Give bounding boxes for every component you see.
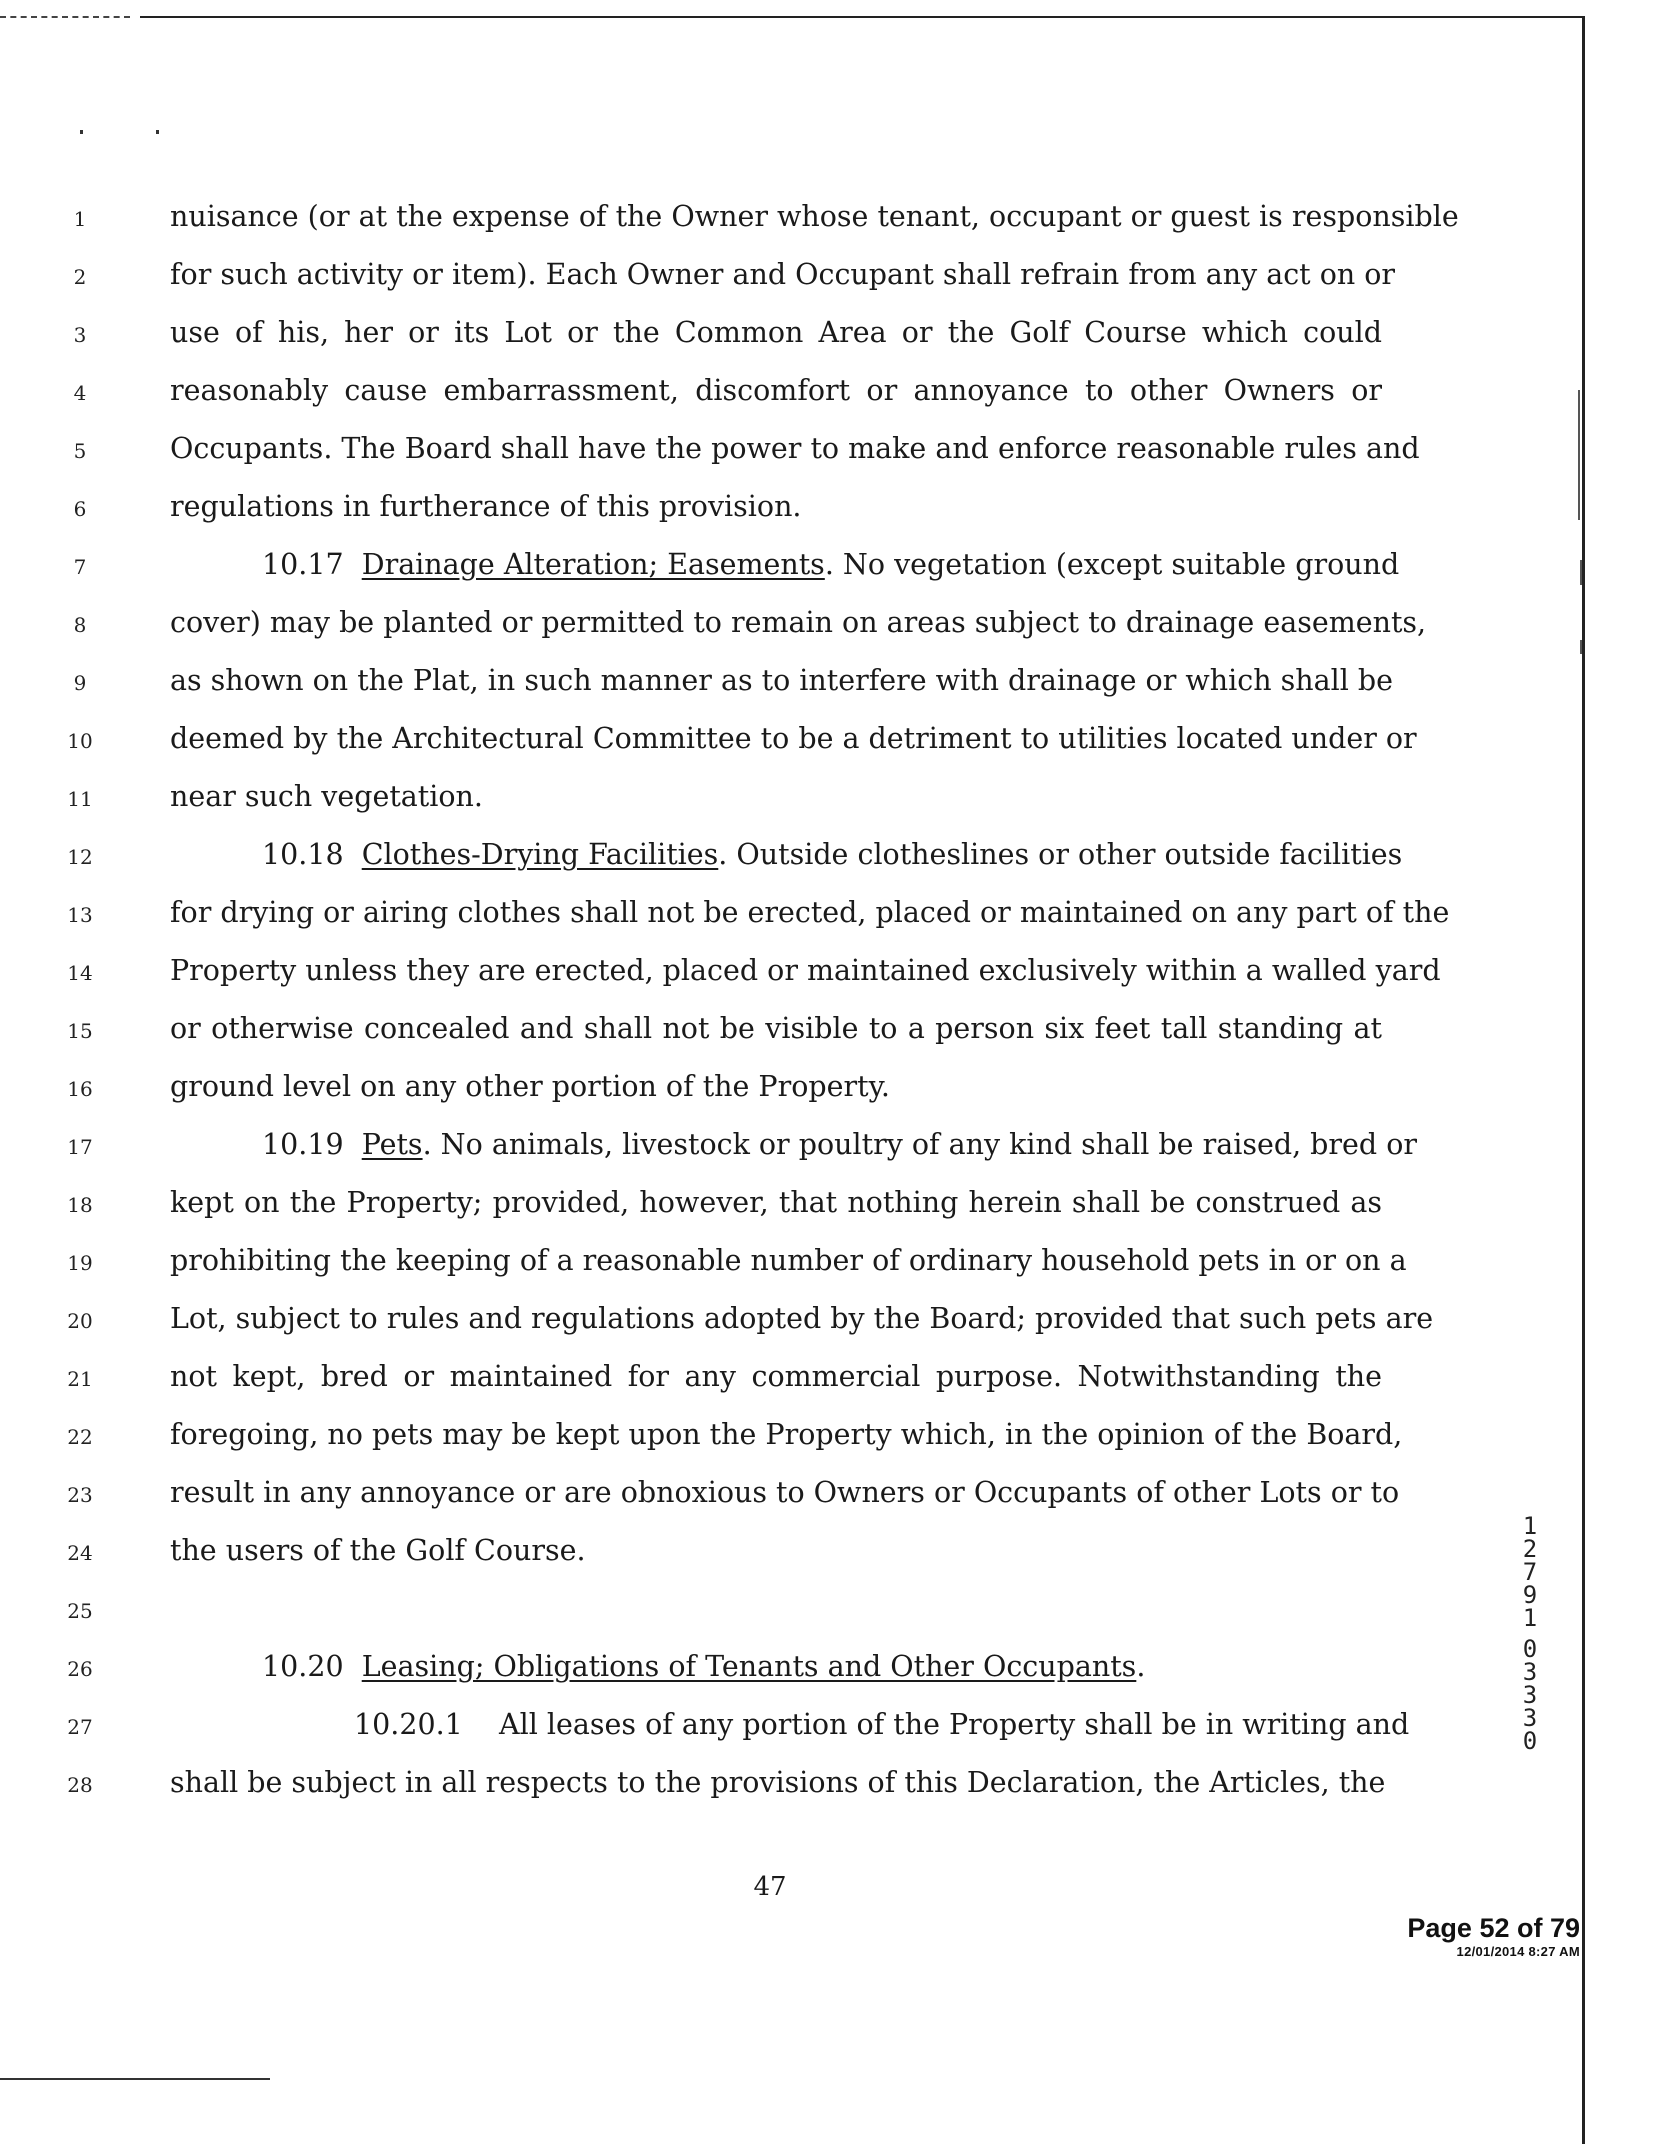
line-number: 24 [67, 1541, 93, 1565]
line-number: 1 [73, 207, 87, 231]
recording-number [1510, 1512, 1550, 1755]
section-number: 10.20.1 [354, 1708, 463, 1741]
section-heading: Drainage Alteration; Easements [361, 548, 825, 581]
body-line: nuisance (or at the expense of the Owner whose tenant, occupant or guest is responsible [170, 200, 1459, 233]
stamp-page-label: Page 52 of 79 [1407, 1913, 1580, 1943]
line-number: 11 [67, 787, 93, 811]
body-line: ground level on any other portion of the Property. [170, 1070, 890, 1103]
line-number: 14 [67, 961, 93, 985]
subsection-10-20-1-line [354, 1708, 1410, 1742]
line-number: 5 [73, 439, 87, 463]
line-number: 9 [73, 671, 87, 695]
line-number: 2 [73, 265, 87, 289]
line-number: 12 [67, 845, 93, 869]
footer-rule [0, 2078, 270, 2080]
recording-digit: 2 [1522, 1535, 1538, 1563]
section-heading: Leasing; Obligations of Tenants and Other Occupants [361, 1650, 1137, 1683]
line-number: 3 [73, 323, 87, 347]
scan-border-top [140, 16, 1584, 18]
body-line: for such activity or item). Each Owner and Occupant shall refrain from any act on or [170, 258, 1396, 291]
body-line: deemed by the Architectural Committee to be a detriment to utilities located under or [170, 722, 1417, 755]
body-line: foregoing, no pets may be kept upon the Property which, in the opinion of the Board, [170, 1418, 1403, 1451]
body-line: kept on the Property; provided, however, that nothing herein shall be construed as [170, 1186, 1382, 1219]
body-text: . Outside clotheslines or other outside facilities [718, 838, 1403, 871]
section-heading: Clothes-Drying Facilities [361, 838, 719, 871]
line-number: 22 [67, 1425, 93, 1449]
body-line: for drying or airing clothes shall not be erected, placed or maintained on any part of the [170, 896, 1450, 929]
section-heading: Pets [361, 1128, 423, 1161]
recording-digit: 0 [1522, 1635, 1538, 1663]
body-line: regulations in furtherance of this provision. [170, 490, 802, 523]
body-line: reasonably cause embarrassment, discomfort or annoyance to other Owners or [170, 374, 1382, 407]
section-number: 10.17 [262, 548, 344, 581]
line-number: 7 [73, 555, 87, 579]
section-10-18-line [262, 838, 1403, 872]
line-number: 17 [67, 1135, 93, 1159]
line-number: 16 [67, 1077, 93, 1101]
line-number: 13 [67, 903, 93, 927]
body-text: . No animals, livestock or poultry of any kind shall be raised, bred or [422, 1128, 1418, 1161]
line-number: 26 [67, 1657, 93, 1681]
body-text: . [1136, 1650, 1146, 1683]
body-line: prohibiting the keeping of a reasonable number of ordinary household pets in or on a [170, 1244, 1407, 1277]
line-number: 19 [67, 1251, 93, 1275]
body-line: the users of the Golf Course. [170, 1534, 586, 1567]
line-number: 6 [73, 497, 87, 521]
body-line: use of his, her or its Lot or the Common Area or the Golf Course which could [170, 316, 1382, 349]
body-line: Occupants. The Board shall have the power to make and enforce reasonable rules and [170, 432, 1420, 465]
line-number: 20 [67, 1309, 93, 1333]
scan-dot [80, 130, 83, 134]
recording-digit: 1 [1522, 1512, 1538, 1540]
scan-tick [1580, 640, 1582, 654]
line-number: 18 [67, 1193, 93, 1217]
section-number: 10.19 [262, 1128, 344, 1161]
recording-digit: 9 [1522, 1581, 1538, 1609]
section-10-19-line [262, 1128, 1418, 1162]
body-text: . No vegetation (except suitable ground [824, 548, 1400, 581]
body-line: not kept, bred or maintained for any commercial purpose. Notwithstanding the [170, 1360, 1382, 1393]
body-line: Lot, subject to rules and regulations adopted by the Board; provided that such pets are [170, 1302, 1434, 1335]
body-line: result in any annoyance or are obnoxious to Owners or Occupants of other Lots or to [170, 1476, 1400, 1509]
recording-digit: 0 [1522, 1727, 1538, 1755]
body-line: or otherwise concealed and shall not be visible to a person six feet tall standing at [170, 1012, 1382, 1045]
line-number: 23 [67, 1483, 93, 1507]
section-10-20-line [262, 1650, 1382, 1684]
line-number: 27 [67, 1715, 93, 1739]
line-number: 10 [67, 729, 93, 753]
body-line: near such vegetation. [170, 780, 483, 813]
line-number: 28 [67, 1773, 93, 1797]
line-number: 4 [73, 381, 87, 405]
line-number: 21 [67, 1367, 93, 1391]
line-number: 15 [67, 1019, 93, 1043]
page-number: 47 [753, 1872, 787, 1902]
recorder-stamp [1390, 1914, 1580, 1959]
recording-digit: 1 [1522, 1604, 1538, 1632]
line-number: 8 [73, 613, 87, 637]
recording-digit: 3 [1522, 1704, 1538, 1732]
recording-digit: 3 [1522, 1681, 1538, 1709]
scan-border-right [1582, 16, 1585, 2144]
stamp-timestamp: 12/01/2014 8:27 AM [1456, 1943, 1580, 1959]
scan-tick [1578, 390, 1580, 520]
scan-dot [156, 130, 159, 134]
section-number: 10.18 [262, 838, 344, 871]
body-line: cover) may be planted or permitted to remain on areas subject to drainage easements, [170, 606, 1427, 639]
recording-digit: 3 [1522, 1658, 1538, 1686]
body-line: as shown on the Plat, in such manner as to interfere with drainage or which shall be [170, 664, 1393, 697]
body-text: All leases of any portion of the Property shall be in writing and [499, 1708, 1410, 1741]
line-number: 25 [67, 1599, 93, 1623]
recording-digit: 7 [1522, 1558, 1538, 1586]
section-number: 10.20 [262, 1650, 344, 1683]
section-10-17-line [262, 548, 1400, 582]
body-line: Property unless they are erected, placed or maintained exclusively within a walled yard [170, 954, 1441, 987]
scan-border-top-left [0, 16, 130, 18]
scan-tick [1580, 560, 1582, 585]
body-line: shall be subject in all respects to the provisions of this Declaration, the Articles, the [170, 1766, 1386, 1799]
